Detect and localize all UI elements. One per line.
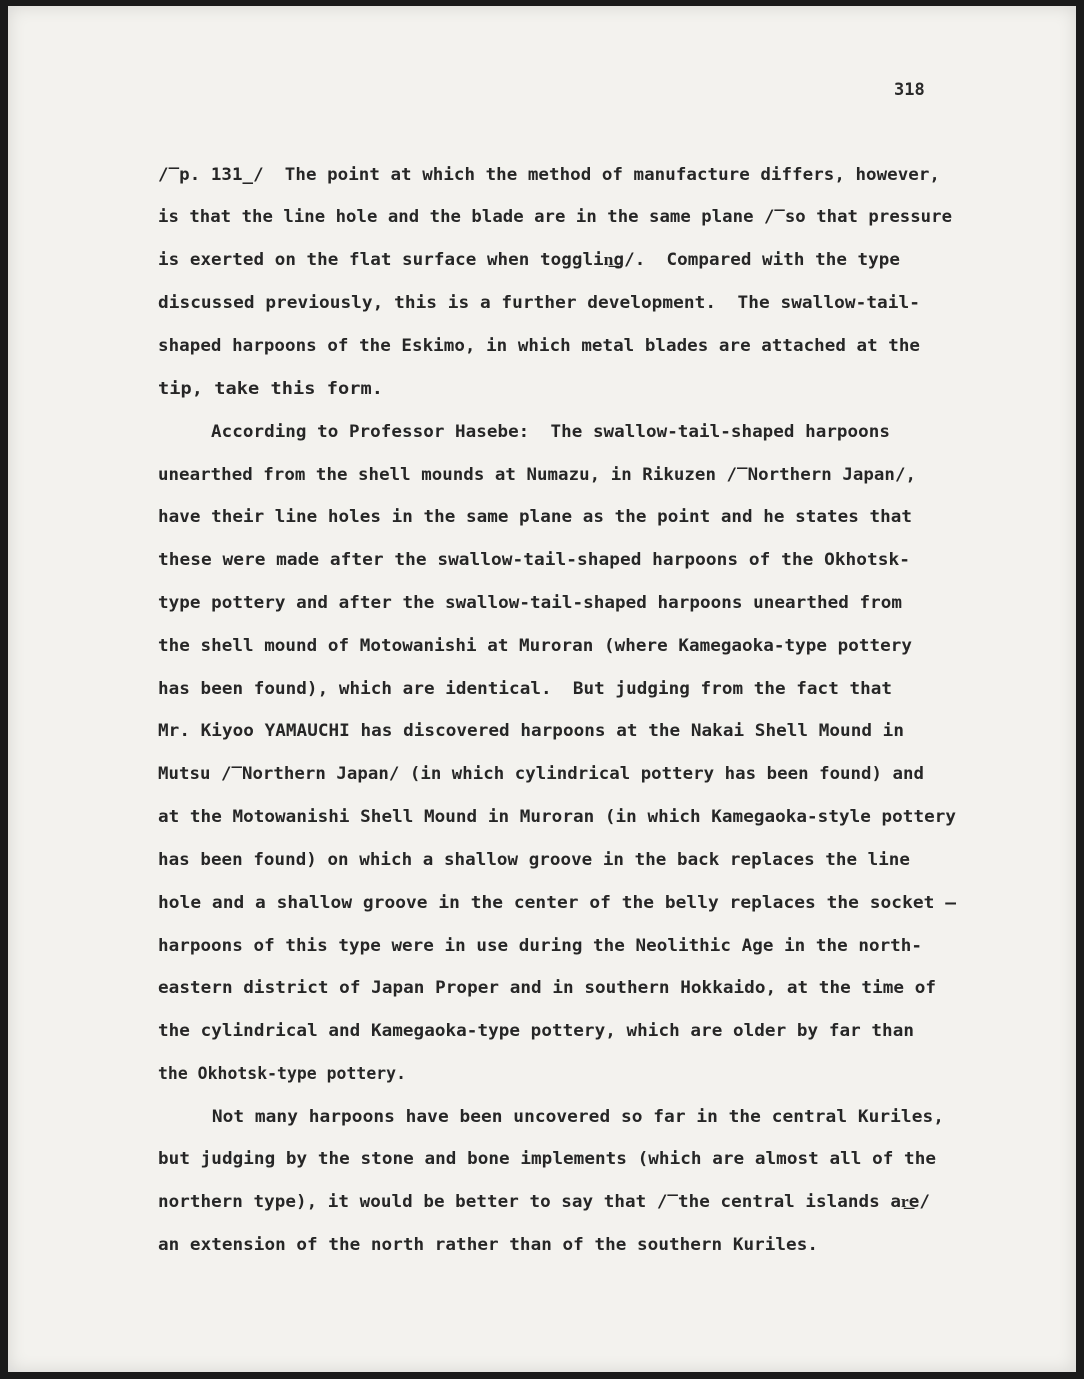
text-line: discussed previously, this is a further development. The swallow-tail-: [158, 293, 921, 312]
text-line: northern type), it would be better to say that /‾the central islands ar͟e/: [158, 1192, 930, 1211]
text-line: Mr. Kiyoo YAMAUCHI has discovered harpoons at the Nakai Shell Mound in: [158, 721, 904, 740]
text-line: the Okhotsk-type pottery.: [158, 1064, 407, 1083]
text-line: but judging by the stone and bone implements (which are almost all of the: [158, 1149, 937, 1168]
text-line: is exerted on the flat surface when togglin͟g/. Compared with the type: [158, 250, 900, 269]
text-line: unearthed from the shell mounds at Numazu, in Rikuzen /‾Northern Japan/,: [158, 465, 917, 484]
text-line: shaped harpoons of the Eskimo, in which metal blades are attached at the: [158, 336, 921, 355]
text-line: has been found), which are identical. But judging from the fact that: [158, 679, 893, 698]
text-line: type pottery and after the swallow-tail-shaped harpoons unearthed from: [158, 593, 902, 612]
text-line: Not many harpoons have been uncovered so far in the central Kuriles,: [158, 1107, 944, 1126]
text-line: /‾p. 131_/ The point at which the method of manufacture differs, however,: [158, 165, 941, 184]
page-number: 318: [894, 80, 925, 100]
document-page: [8, 6, 1076, 1372]
text-line: hole and a shallow groove in the center of the belly replaces the socket —: [158, 893, 957, 912]
text-line: harpoons of this type were in use during the Neolithic Age in the north-: [158, 936, 923, 955]
text-line: is that the line hole and the blade are in the same plane /‾so that pressure: [158, 207, 953, 226]
text-line: these were made after the swallow-tail-shaped harpoons of the Okhotsk-: [158, 550, 911, 569]
text-line: have their line holes in the same plane as the point and he states that: [158, 507, 912, 526]
text-line: According to Professor Hasebe: The swallow-tail-shaped harpoons: [158, 422, 890, 441]
text-line: tip, take this form.: [158, 379, 383, 398]
text-line: Mutsu /‾Northern Japan/ (in which cylindrical pottery has been found) and: [158, 764, 925, 783]
text-line: an extension of the north rather than of the southern Kuriles.: [158, 1235, 818, 1254]
text-line: the shell mound of Motowanishi at Muroran (where Kamegaoka-type pottery: [158, 636, 912, 655]
text-line: at the Motowanishi Shell Mound in Muroran (in which Kamegaoka-style pottery: [158, 807, 957, 826]
text-line: eastern district of Japan Proper and in southern Hokkaido, at the time of: [158, 978, 937, 997]
text-line: has been found) on which a shallow groove in the back replaces the line: [158, 850, 911, 869]
text-line: the cylindrical and Kamegaoka-type pottery, which are older by far than: [158, 1021, 915, 1040]
